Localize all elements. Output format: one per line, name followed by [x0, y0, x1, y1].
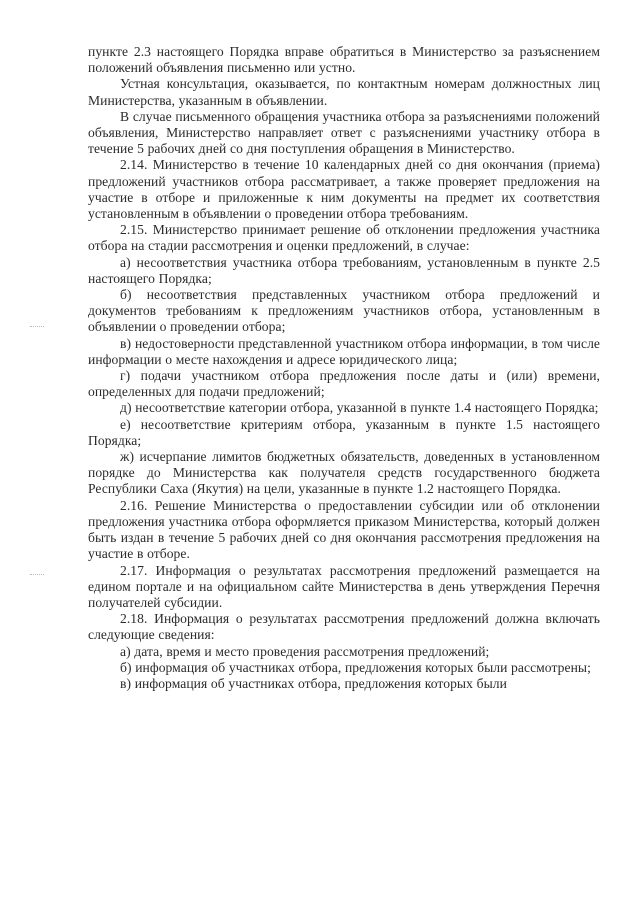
list-item-2-15-d: д) несоответствие категории отбора, указанной в пункте 1.4 настоящего Порядка; [120, 400, 599, 416]
paragraph-2-14: 2.14. Министерство в течение 10 календарных дней со дня окончания (приема) предложений участников отбора рассматривает, а также проверяет предложения на участие в отборе и приложенные к ним документы на предмет их соответствия установленным в объявлении о проведении отбора требованиям. [88, 157, 600, 222]
scan-margin-mark [30, 326, 44, 327]
document-page [88, 44, 600, 894]
paragraph-2-18: 2.18. Информация о результатах рассмотрения предложений должна включать следующие сведения: [88, 611, 600, 643]
paragraph-oral-consultation: Устная консультация, оказывается, по контактным номерам должностных лиц Министерства, указанным в объявлении. [88, 76, 600, 108]
list-item-2-15-a: а) несоответствия участника отбора требованиям, установленным в пункте 2.5 настоящего Порядка; [88, 254, 600, 286]
list-item-2-18-b: б) информация об участниках отбора, предложения которых были рассмотрены; [120, 659, 591, 675]
scan-margin-mark [30, 574, 44, 575]
list-item-2-15-v: в) недостоверности представленной участником отбора информации, в том числе информации о месте нахождения и адресе юридического лица; [88, 335, 600, 367]
list-item-2-15-g: г) подачи участником отбора предложения после даты и (или) времени, определенных для подачи предложений; [88, 368, 600, 400]
list-item-2-15-e: е) несоответствие критериям отбора, указанным в пункте 1.5 настоящего Порядка; [88, 416, 600, 448]
list-item-2-15-zh: ж) исчерпание лимитов бюджетных обязательств, доведенных в установленном порядке до Министерства как получателя средств государственного бюджета Республики Саха (Якутия) на цели, указанные в пункте 1.2 настоящего Порядка. [88, 449, 600, 497]
list-item-2-18-v: в) информация об участниках отбора, предложения которых были [120, 675, 507, 691]
paragraph-continuation: пункте 2.3 настоящего Порядка вправе обратиться в Министерство за разъяснением положений объявления письменно или устно. [88, 44, 600, 76]
list-item-2-18-a: а) дата, время и место проведения рассмотрения предложений; [120, 643, 490, 659]
list-item-2-15-b: б) несоответствия представленных участником отбора предложений и документов требованиям к предложениям участников отбора, установленным в объявлении о проведении отбора; [88, 287, 600, 335]
paragraph-2-15: 2.15. Министерство принимает решение об отклонении предложения участника отбора на стадии рассмотрения и оценки предложений, в случае: [88, 222, 600, 254]
paragraph-2-16: 2.16. Решение Министерства о предоставлении субсидии или об отклонении предложения участника отбора оформляется приказом Министерства, который должен быть издан в течение 5 рабочих дней со дня окончания рассмотрения предложения на участие в отборе. [88, 497, 600, 562]
paragraph-written-request: В случае письменного обращения участника отбора за разъяснениями положений объявления, Министерство направляет ответ с разъяснениями участнику отбора в течение 5 рабочих дней со дня поступления обращения в Министерство. [88, 108, 600, 157]
paragraph-2-17: 2.17. Информация о результатах рассмотрения предложений размещается на едином портале и на официальном сайте Министерства в день утверждения Перечня получателей субсидии. [88, 562, 600, 610]
